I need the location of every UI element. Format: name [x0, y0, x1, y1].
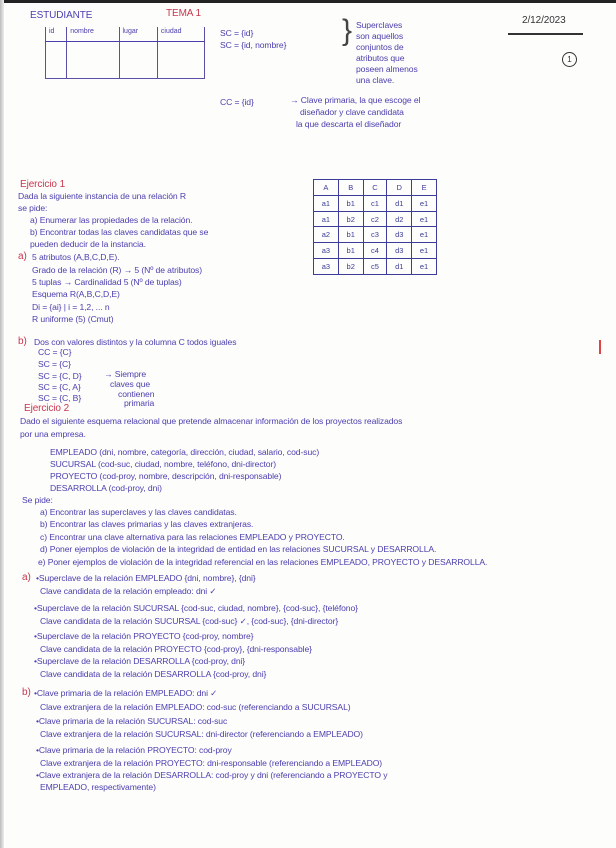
exercise2-line: a) Encontrar las superclaves y las claves candidatas. — [40, 507, 237, 517]
exercise2-line: b) Encontrar las claves primarias y las claves extranjeras. — [40, 519, 254, 529]
exercise2-answer: Clave extranjera de la relación EMPLEADO: cod-suc (referenciando a SUCURSAL) — [40, 702, 351, 712]
exercise2-answer: •Superclave de la relación PROYECTO {cod-proy, nombre} — [34, 631, 254, 641]
exercise2-answer: •Clave primaria de la relación EMPLEADO: dni ✓ — [34, 688, 218, 698]
intro-note: CC = {id} — [220, 97, 254, 107]
exercise2-answer: •Superclave de la relación SUCURSAL {cod-suc, ciudad, nombre}, {cod-suc}, {teléfono} — [34, 603, 358, 613]
table-cell: d3 — [387, 227, 412, 243]
table-row — [314, 243, 437, 259]
exercise1-line: se pide: — [18, 203, 48, 213]
table-cell: c2 — [363, 211, 387, 227]
exercise2-answer: •Clave primaria de la relación PROYECTO: cod-proy — [36, 745, 232, 755]
table-cell: e1 — [412, 259, 437, 275]
exercise1-line: b) Encontrar todas las claves candidatas que se — [30, 227, 209, 237]
col-header: lugar — [119, 27, 157, 42]
exercise1-line: claves que — [110, 379, 151, 389]
table-cell: d3 — [387, 243, 412, 259]
table-cell: c5 — [363, 259, 387, 275]
answer-a-label: a) — [22, 572, 31, 583]
exercise1-line: SC = {C, D} — [38, 371, 82, 381]
table-cell: e1 — [412, 227, 437, 243]
col-header: B — [338, 180, 363, 196]
exercise2-line: PROYECTO (cod-proy, nombre, descripción, dni-responsable) — [50, 471, 282, 481]
table-row — [314, 195, 437, 211]
exercise2-answer: Clave extranjera de la relación PROYECTO: dni-responsable (referenciando a EMPLEADO) — [40, 758, 383, 768]
exercise2-answer: EMPLEADO, respectivamente) — [40, 782, 156, 792]
page-number: 1 — [562, 52, 577, 67]
table-cell: b1 — [338, 227, 363, 243]
exercise2-answer: Clave candidata de la relación DESARROLLA {cod-proy, dni} — [40, 669, 267, 679]
table-cell: c1 — [363, 195, 387, 211]
col-header: C — [363, 180, 387, 196]
exercise2-line: e) Poner ejemplos de violación de la integridad referencial en las relaciones EMPLEADO, PROYECTO y DESARROLLA. — [38, 557, 488, 567]
table-cell: a3 — [314, 243, 339, 259]
instance-table — [313, 179, 437, 275]
intro-note: SC = {id, nombre} — [220, 40, 287, 50]
brace: } — [342, 14, 353, 47]
table-row — [314, 227, 437, 243]
table-cell: b1 — [338, 195, 363, 211]
table-cell: a1 — [314, 211, 339, 227]
topic-title: TEMA 1 — [166, 8, 201, 19]
exercise1-line: Grado de la relación (R) → 5 (Nº de atributos) — [32, 265, 203, 275]
exercise1-line: Di = {ai} | i = 1,2, ... n — [32, 302, 110, 312]
exercise1-line: R uniforme (5) (Cmut) — [32, 314, 114, 324]
answer-a-label: a) — [18, 251, 27, 262]
intro-note: son aquellos — [356, 31, 404, 41]
exercise1-line: 5 atributos (A,B,C,D,E). — [32, 252, 120, 262]
exercise2-answer: •Clave primaria de la relación SUCURSAL: cod-suc — [36, 716, 228, 726]
exercise2-answer: •Superclave de la relación DESARROLLA {cod-proy, dni} — [34, 656, 246, 666]
answer-b-label: b) — [22, 687, 31, 698]
exercise2-answer: Clave candidata de la relación SUCURSAL {cod-suc} ✓, {cod-suc}, {dni-director} — [40, 616, 339, 626]
exercise1-line: SC = {C, B} — [38, 393, 82, 403]
exercise2-line: DESARROLLA (cod-proy, dni) — [50, 483, 162, 493]
exercise1-line: Dos con valores distintos y la columna C todos iguales — [34, 337, 237, 347]
intro-note: conjuntos de — [356, 42, 404, 52]
intro-note: atributos que — [356, 53, 405, 63]
exercise2-answer: Clave extranjera de la relación SUCURSAL: dni-director (referenciando a EMPLEADO) — [40, 729, 363, 739]
exercise2-answer: Clave candidata de la relación PROYECTO {cod-proy}, {dni-responsable} — [40, 644, 312, 654]
student-table — [45, 27, 205, 79]
exercise2-answer: •Superclave de la relación EMPLEADO {dni, nombre}, {dni} — [36, 573, 256, 583]
intro-note: SC = {id} — [220, 28, 254, 38]
exercise2-line: Se pide: — [22, 495, 53, 505]
col-header: nombre — [67, 27, 119, 42]
intro-note: poseen almenos — [356, 64, 418, 74]
table-cell: b1 — [338, 243, 363, 259]
table-cell: b2 — [338, 211, 363, 227]
table-cell: a1 — [314, 195, 339, 211]
table-cell: e1 — [412, 195, 437, 211]
intro-note: Superclaves — [356, 20, 403, 30]
exercise2-title: Ejercicio 2 — [24, 403, 70, 414]
date-underline — [508, 33, 583, 35]
exercise1-line: a) Enumerar las propiedades de la relación. — [30, 215, 193, 225]
exercise2-line: Dado el siguiente esquema relacional que pretende almacenar información de los proyectos realizados — [20, 416, 403, 426]
date: 2/12/2023 — [522, 15, 566, 26]
col-header: A — [314, 180, 339, 196]
exercise2-answer: Clave candidata de la relación empleado: dni ✓ — [40, 586, 217, 596]
exercise1-line: contienen — [118, 389, 155, 399]
exercise1-line: CC = {C} — [38, 347, 72, 357]
col-header: id — [46, 27, 67, 42]
student-label: ESTUDIANTE — [30, 10, 93, 21]
exercise1-line: Esquema R(A,B,C,D,E) — [32, 289, 120, 299]
table-cell: d1 — [387, 195, 412, 211]
exercise1-line: SC = {C} — [38, 359, 71, 369]
scan-top-edge — [0, 0, 616, 3]
exercise1-line: primaria — [124, 398, 155, 408]
exercise1-line: SC = {C, A} — [38, 382, 81, 392]
exercise1-line: → Siempre — [104, 369, 147, 379]
col-header: D — [387, 180, 412, 196]
scan-left-edge — [0, 0, 4, 848]
table-cell: e1 — [412, 211, 437, 227]
exercise2-line: EMPLEADO (dni, nombre, categoría, dirección, ciudad, salario, cod-suc) — [50, 447, 320, 457]
exercise2-line: d) Poner ejemplos de violación de la integridad de entidad en las relaciones SUCURSAL y DESARROLLA. — [40, 544, 437, 554]
exercise1-title: Ejercicio 1 — [20, 179, 66, 190]
intro-note: diseñador y clave candidata — [300, 107, 404, 117]
exercise2-line: SUCURSAL (cod-suc, ciudad, nombre, teléfono, dni-director) — [50, 459, 277, 469]
intro-note: la que descarta el diseñador — [296, 119, 402, 129]
table-cell: e1 — [412, 243, 437, 259]
exercise2-line: por una empresa. — [20, 429, 86, 439]
col-header: E — [412, 180, 437, 196]
exercise1-line: pueden deducir de la instancia. — [30, 239, 146, 249]
table-cell: a3 — [314, 259, 339, 275]
table-cell: c4 — [363, 243, 387, 259]
table-cell: d1 — [387, 259, 412, 275]
exercise2-answer: •Clave extranjera de la relación DESARROLLA: cod-proy y dni (referenciando a PROYECTO y — [36, 770, 388, 780]
table-cell: c3 — [363, 227, 387, 243]
intro-note: → Clave primaria, la que escoge el — [290, 95, 421, 105]
exercise1-line: Dada la siguiente instancia de una relación R — [18, 191, 186, 201]
red-mark — [599, 340, 601, 354]
table-row — [314, 259, 437, 275]
intro-note: una clave. — [356, 75, 395, 85]
table-cell: b2 — [338, 259, 363, 275]
table-cell: a2 — [314, 227, 339, 243]
col-header: ciudad — [157, 27, 204, 42]
table-cell: d2 — [387, 211, 412, 227]
exercise1-line: 5 tuplas → Cardinalidad 5 (Nº de tuplas) — [32, 277, 182, 287]
answer-b-label: b) — [18, 336, 27, 347]
table-row — [314, 211, 437, 227]
exercise2-line: c) Encontrar una clave alternativa para las relaciones EMPLEADO y PROYECTO. — [40, 532, 345, 542]
